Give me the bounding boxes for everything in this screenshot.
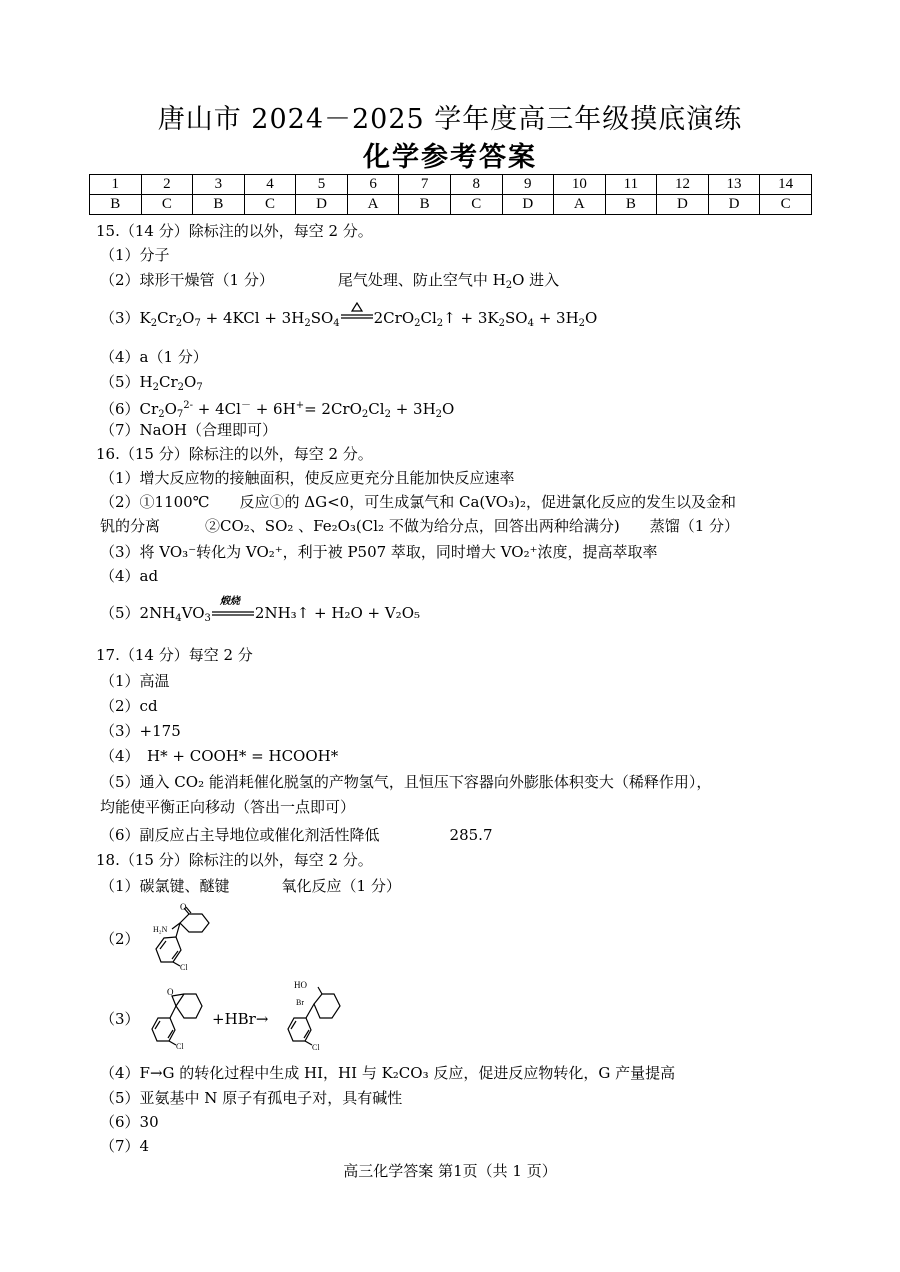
q18-answer-6: （6）30 xyxy=(100,1113,159,1131)
q15-answer-1: （1）分子 xyxy=(100,246,170,264)
q16-answer-4: （4）ad xyxy=(100,567,159,585)
q18-answer-2-label: （2） xyxy=(100,930,140,948)
answer-cell: C xyxy=(244,195,296,215)
question-number-cell: 10 xyxy=(554,175,606,195)
heat-condition-arrow xyxy=(340,312,374,326)
q18-header: 18.（15 分）除标注的以外，每空 2 分。 xyxy=(96,851,373,869)
q15-answer-2b: 尾气处理、防止空气中 H xyxy=(337,271,506,289)
q17-header: 17.（14 分）每空 2 分 xyxy=(96,646,253,664)
q16-answer-5-equation: $(5)2NH_4VO_3$ 煅烧 2NH₃↑ + H₂O + V₂O₅ xyxy=(100,596,421,624)
answer-cell: D xyxy=(708,195,760,215)
answer-cell: B xyxy=(193,195,245,215)
q18-answer-1: （1）碳氯键、醚键 氧化反应（1 分） xyxy=(100,877,401,895)
page-subtitle: 化学参考答案 xyxy=(363,142,537,173)
question-number-cell: 5 xyxy=(296,175,348,195)
answer-cell: A xyxy=(554,195,606,215)
q16-answer-2-line1: （2）①1100℃ 反应①的 ΔG<0，可生成氯气和 Ca(VO₃)₂，促进氯化反应的发生以及金和 xyxy=(100,493,736,511)
q17-answer-4: （4） H* + COOH* = HCOOH* xyxy=(100,747,339,765)
q15-answer-5: $(5)H_2Cr_2O_7$ xyxy=(100,373,203,393)
question-number-cell: 4 xyxy=(244,175,296,195)
q18-answer-3-label: （3） xyxy=(100,1010,140,1028)
question-number-cell: 12 xyxy=(657,175,709,195)
answer-table xyxy=(89,174,812,215)
answer-table-answers-row xyxy=(90,195,812,215)
q16-answer-2-line2: 钒的分离 ②CO₂、SO₂ 、Fe₂O₃(Cl₂ 不做为给分点，回答出两种给满分) 蒸馏（1 分） xyxy=(100,517,740,535)
question-number-cell: 6 xyxy=(347,175,399,195)
q17-answer-5-line1: （5）通入 CO₂ 能消耗催化脱氢的产物氢气，且恒压下容器向外膨胀体积变大（稀释作用）， xyxy=(100,773,712,791)
q18-answer-3-product-structure xyxy=(270,978,348,1054)
q17-answer-1: （1）高温 xyxy=(100,672,170,690)
answer-table-numbers-row xyxy=(90,175,812,195)
struct3-oxygen-label: O xyxy=(167,987,174,997)
q18-answer-3-hbr: +HBr→ xyxy=(212,1010,269,1028)
q15-answer-2a: （2）球形干燥管（1 分） xyxy=(100,271,274,289)
page-footer: 高三化学答案 第1页（共 1 页） xyxy=(343,1162,557,1180)
answer-cell: C xyxy=(450,195,502,215)
q15-answer-2: （2）球形干燥管（1 分） 尾气处理、防止空气中 $H_2O$ 进入 xyxy=(100,271,560,291)
q18-answer-5: （5）亚氨基中 N 原子有孤电子对，具有碱性 xyxy=(100,1089,403,1107)
question-number-cell: 7 xyxy=(399,175,451,195)
q17-answer-5-line2: 均能使平衡正向移动（答出一点即可） xyxy=(100,798,356,816)
question-number-cell: 11 xyxy=(605,175,657,195)
struct3-bromine-label: Br xyxy=(296,998,304,1007)
q18-answer-7: （7）4 xyxy=(100,1137,150,1155)
answer-cell: D xyxy=(502,195,554,215)
struct3-product-chlorine-label: Cl xyxy=(312,1043,320,1052)
question-number-cell: 13 xyxy=(708,175,760,195)
question-number-cell: 3 xyxy=(193,175,245,195)
answer-cell: C xyxy=(141,195,193,215)
page-title: 唐山市 2024－2025 学年度高三年级摸底演练 xyxy=(157,104,743,135)
q18-answer-2-structure xyxy=(140,902,220,974)
q15-answer-7: （7）NaOH（合理即可） xyxy=(100,421,277,439)
struct3-chlorine-label: Cl xyxy=(176,1042,184,1051)
q15-answer-3-equation: $(3)K_2Cr_2O_7 + 4KCl + 3H_2SO_4$ $2CrO_2Cl_2↑ + 3K_2SO_4 + 3H_2O$ xyxy=(100,307,597,335)
calcine-condition-arrow: 煅烧 xyxy=(219,596,240,607)
q16-header: 16.（15 分）除标注的以外，每空 2 分。 xyxy=(96,445,373,463)
answer-cell: D xyxy=(657,195,709,215)
q18-answer-3-reactant-structure xyxy=(140,982,210,1054)
question-number-cell: 1 xyxy=(90,175,142,195)
q17-answer-6: （6）副反应占主导地位或催化剂活性降低 285.7 xyxy=(100,826,493,844)
question-number-cell: 8 xyxy=(450,175,502,195)
question-number-cell: 2 xyxy=(141,175,193,195)
q17-answer-3: （3）+175 xyxy=(100,722,181,740)
q18-answer-4: （4）F→G 的转化过程中生成 HI，HI 与 K₂CO₃ 反应，促进反应物转化，G 产量提高 xyxy=(100,1064,676,1082)
q16-answer-3: （3）将 VO₃⁻转化为 VO₂⁺，利于被 P507 萃取，同时增大 VO₂⁺浓度，提高萃取率 xyxy=(100,543,658,561)
struct3-hydroxyl-label: HO xyxy=(294,980,307,990)
question-number-cell: 14 xyxy=(760,175,812,195)
struct2-chlorine-label: Cl xyxy=(180,963,188,972)
answer-cell: B xyxy=(605,195,657,215)
answer-cell: C xyxy=(760,195,812,215)
answer-cell: D xyxy=(296,195,348,215)
answer-cell: A xyxy=(347,195,399,215)
struct2-amine-label: H₂N xyxy=(153,925,168,934)
q15-header: 15.（14 分）除标注的以外，每空 2 分。 xyxy=(96,222,373,240)
answer-cell: B xyxy=(399,195,451,215)
question-number-cell: 9 xyxy=(502,175,554,195)
q16-answer-1: （1）增大反应物的接触面积，使反应更充分且能加快反应速率 xyxy=(100,469,515,487)
q17-answer-2: （2）cd xyxy=(100,697,158,715)
q15-answer-4: （4）a（1 分） xyxy=(100,348,208,366)
struct2-oxygen-label: O xyxy=(180,902,187,912)
answer-cell: B xyxy=(90,195,142,215)
q15-answer-6: $(6)Cr_2O_7^{2-} + 4Cl^- + 6H^+= 2CrO_2Cl_2 + 3H_2O$ xyxy=(100,400,455,420)
